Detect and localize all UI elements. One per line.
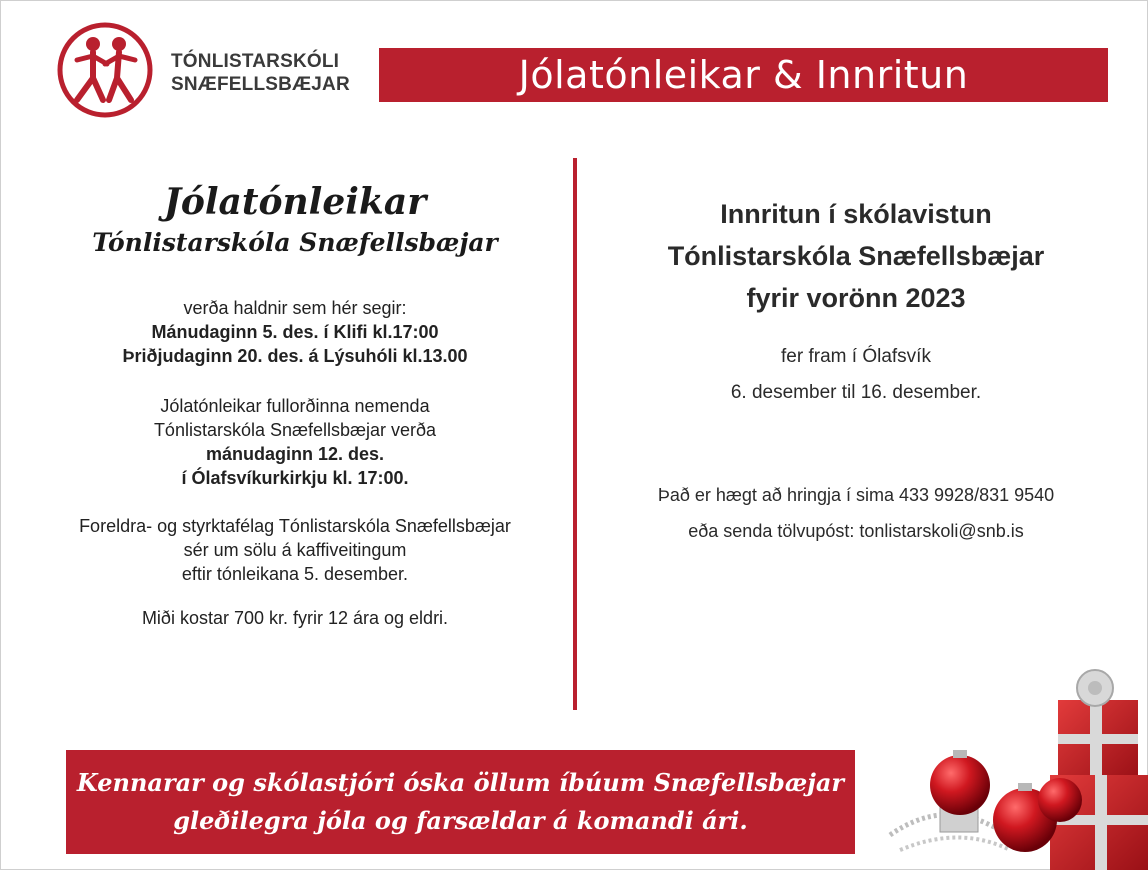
adult-date: mánudaginn 12. des.	[205, 444, 385, 464]
concert-date-2: Þriðjudaginn 20. des. á Lýsuhóli kl.13.00	[122, 346, 468, 366]
header-title: Jólatónleikar & Innritun	[518, 53, 969, 97]
school-logo	[55, 20, 355, 120]
adult-line-2: Tónlistarskóla Snæfellsbæjar verða	[153, 420, 437, 440]
contact-email: eða senda tölvupóst: tonlistarskoli@snb.is	[688, 521, 1024, 541]
header-banner	[379, 48, 1108, 102]
logo-wordmark	[171, 50, 350, 96]
logo-line-1: TÓNLISTARSKÓLI	[171, 51, 340, 72]
registration-location: fer fram í Ólafsvík	[781, 346, 931, 367]
registration-title-2: Tónlistarskóla Snæfellsbæjar	[667, 241, 1045, 271]
registration-title	[606, 193, 1106, 319]
school-logo-icon	[55, 20, 155, 120]
contact-phone: Það er hægt að hringja í sima 433 9928/831 9540	[657, 485, 1055, 505]
greeting-line-1: Kennarar og skólastjóri óska öllum íbúum Snæfellsbæjar	[76, 768, 845, 797]
concert-subtitle: Tónlistarskóla Snæfellsbæjar	[92, 228, 498, 257]
cafe-line-2: sér um sölu á kaffiveitingum	[183, 540, 407, 560]
greeting-line-2: gleðilegra jóla og farsældar á komandi ári.	[173, 806, 748, 835]
adult-concert	[40, 394, 550, 490]
concert-section	[40, 180, 550, 630]
contact-info	[606, 477, 1106, 549]
concert-date-1: Mánudaginn 5. des. í Klifi kl.17:00	[151, 322, 439, 342]
adult-place: í Ólafsvíkurkirkju kl. 17:00.	[181, 468, 409, 488]
registration-title-3: fyrir vorönn 2023	[746, 283, 966, 313]
column-divider	[573, 158, 577, 710]
greeting-banner	[66, 750, 855, 854]
cafe-info	[40, 514, 550, 586]
adult-line-1: Jólatónleikar fullorðinna nemenda	[160, 396, 430, 416]
concert-intro: verða haldnir sem hér segir:	[183, 298, 407, 318]
cafe-line-1: Foreldra- og styrktafélag Tónlistarskóla Snæfellsbæjar	[79, 516, 511, 536]
logo-line-2: SNÆFELLSBÆJAR	[171, 74, 350, 95]
registration-section	[606, 193, 1106, 549]
registration-period: 6. desember til 16. desember.	[730, 382, 982, 403]
concert-dates	[40, 296, 550, 368]
christmas-ornaments-gifts-icon	[880, 650, 1148, 870]
registration-title-1: Innritun í skólavistun	[720, 199, 992, 229]
cafe-line-3: eftir tónleikana 5. desember.	[181, 564, 409, 584]
concert-title: Jólatónleikar	[163, 181, 427, 223]
registration-info	[606, 339, 1106, 411]
ticket-price: Miði kostar 700 kr. fyrir 12 ára og eldri.	[141, 608, 449, 628]
